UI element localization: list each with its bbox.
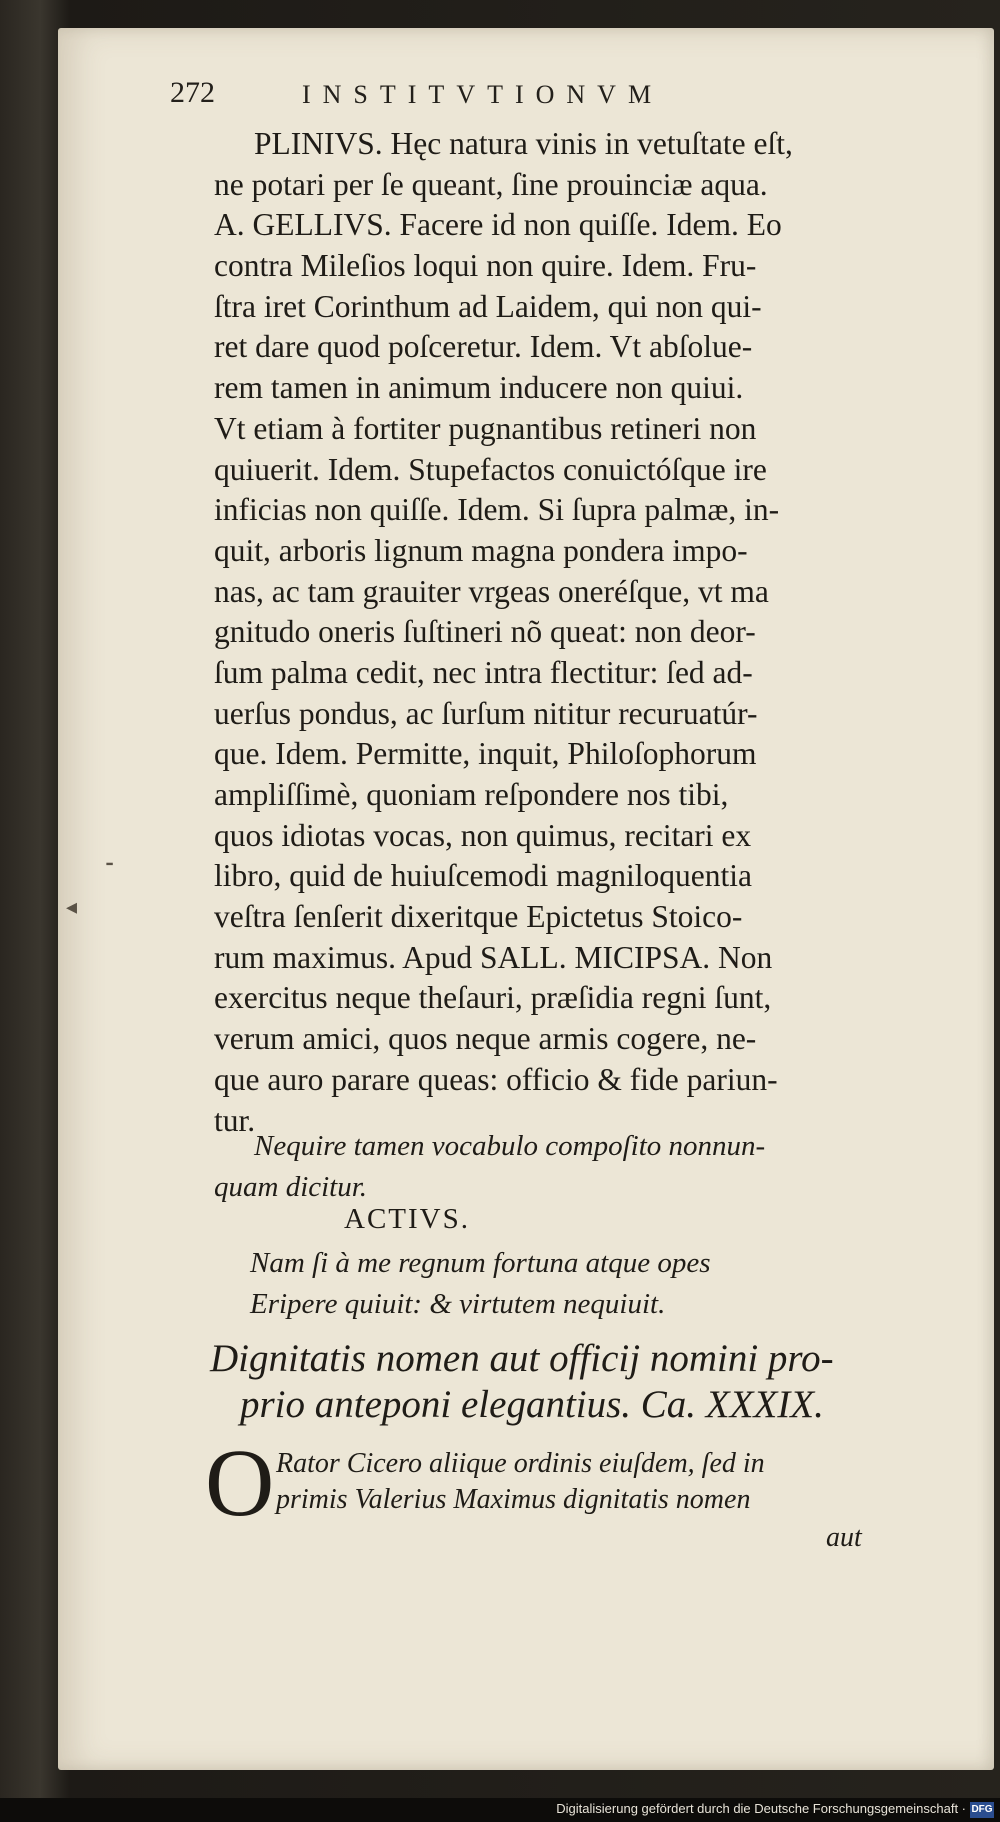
chapter-text-line: Rator Cicero aliique ordinis eiuſdem, ſed in <box>276 1448 765 1479</box>
text-line: ampliſſimè, quoniam reſpondere nos tibi, <box>214 777 729 812</box>
text-line: gnitudo oneris ſuſtineri nõ queat: non deor- <box>214 614 756 650</box>
text-line: verum amici, quos neque armis cogere, ne- <box>214 1021 757 1057</box>
chapter-heading <box>210 1336 910 1428</box>
text-line: ret dare quod poſceretur. Idem. Vt abſolue- <box>214 329 753 365</box>
funding-credit: Digitalisierung gefördert durch die Deutsche Forschungsgemeinschaft · <box>556 1801 966 1816</box>
text-line: contra Mileſios loqui non quire. Idem. Fru- <box>214 248 757 284</box>
text-line: exercitus neque theſauri, præſidia regni ſunt, <box>214 980 772 1016</box>
verse-quotation <box>250 1243 900 1324</box>
text-line: rum maximus. Apud SALL. MICIPSA. Non <box>214 939 773 975</box>
text-line: que. Idem. Permitte, inquit, Philoſophorum <box>214 736 757 772</box>
margin-ink-mark: ◂ <box>66 894 78 919</box>
text-line: uerſus pondus, ac ſurſum nititur recuruatúr- <box>214 695 758 731</box>
text-line: ſtra iret Corinthum ad Laidem, qui non qui- <box>214 288 762 324</box>
margin-ink-mark: ⁃ <box>104 852 115 877</box>
note-line: quam dicitur. <box>214 1170 368 1203</box>
text-line: inficias non quiſſe. Idem. Si ſupra palmæ, in- <box>214 492 780 528</box>
verse-line: Eripere quiuit: & virtutem nequiuit. <box>250 1287 666 1320</box>
digitization-footer <box>0 1798 1000 1822</box>
main-text-block <box>214 124 904 1141</box>
chapter-heading-line: Dignitatis nomen aut officij nomini pro- <box>210 1337 834 1380</box>
page-number: 272 <box>170 76 215 109</box>
chapter-text-line: primis Valerius Maximus dignitatis nomen <box>276 1484 751 1515</box>
text-line: veſtra ſenſerit dixeritque Epictetus Stoico- <box>214 899 743 935</box>
running-head: INSTITVTIONVM <box>302 80 664 109</box>
text-line: rem tamen in animum inducere non quiui. <box>214 370 744 406</box>
text-line: PLINIVS. Hęc natura vinis in vetuſtate eſt, <box>254 126 793 161</box>
text-line: ne potari per ſe queant, ſine prouinciæ aqua. <box>214 166 768 202</box>
catchword: aut <box>826 1522 862 1553</box>
text-line: libro, quid de huiuſcemodi magniloquentia <box>214 858 753 894</box>
drop-cap: O <box>205 1429 275 1536</box>
text-line: quit, arboris lignum magna pondera impo- <box>214 532 748 568</box>
chapter-text <box>276 1446 896 1518</box>
verse-line: Nam ſi à me regnum fortuna atque opes <box>250 1247 711 1279</box>
text-line: Vt etiam à fortiter pugnantibus retineri non <box>214 410 757 446</box>
page-header <box>170 76 890 116</box>
text-line: nas, ac tam grauiter vrgeas oneréſque, vt ma <box>214 573 769 609</box>
text-line: A. GELLIVS. Facere id non quiſſe. Idem. Eo <box>214 207 782 243</box>
italic-note <box>214 1126 904 1207</box>
text-line: quos idiotas vocas, non quimus, recitari ex <box>214 817 752 853</box>
text-line: quiuerit. Idem. Stupefactos conuictóſque ire <box>214 451 767 487</box>
chapter-heading-line: prio anteponi elegantius. Ca. XXXIX. <box>240 1383 824 1426</box>
verse-speaker: ACTIVS. <box>344 1203 470 1235</box>
dfg-logo: DFG <box>970 1802 994 1818</box>
text-line: que auro parare queas: officio & fide pariun- <box>214 1061 778 1097</box>
text-line: ſum palma cedit, nec intra flectitur: ſed ad- <box>214 654 753 690</box>
note-line: Nequire tamen vocabulo compoſito nonnun- <box>254 1130 766 1162</box>
text-line: tur. <box>214 1102 256 1138</box>
